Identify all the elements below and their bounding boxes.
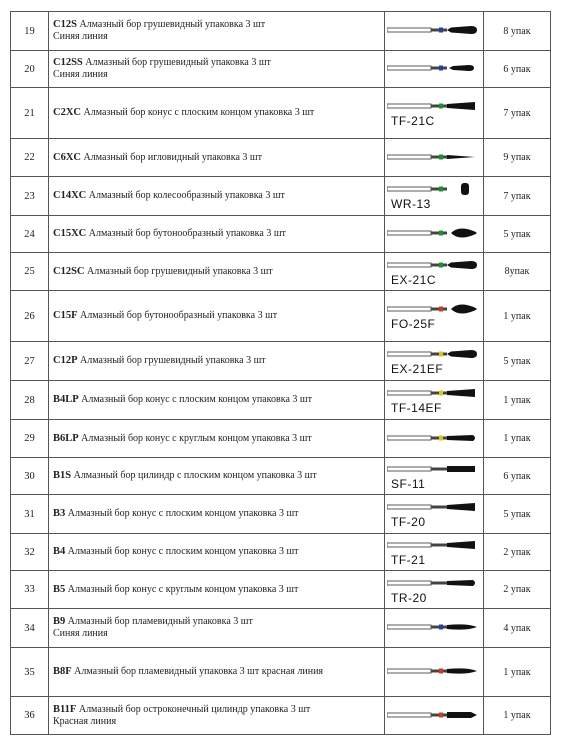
table-row <box>11 139 551 177</box>
dental-bur-icon <box>385 227 481 239</box>
product-name: Алмазный бор конус с плоским концом упаковка 3 шт <box>67 546 299 557</box>
bur-iso-label: TF-21 <box>391 553 426 567</box>
bur-illustration-cell <box>385 253 484 291</box>
product-description <box>49 381 385 420</box>
row-number: 35 <box>11 648 49 697</box>
quantity: 5 упак <box>484 342 551 381</box>
product-description <box>49 139 385 177</box>
product-name: Алмазный бор грушевидный упаковка 3 шт <box>80 355 266 366</box>
product-name: Алмазный бор колесообразный упаковка 3 шт <box>88 190 285 201</box>
products-table <box>10 11 551 735</box>
product-name: Алмазный бор бутонообразный упаковка 3 шт <box>88 228 286 239</box>
quantity: 8 упак <box>484 12 551 51</box>
product-name: Алмазный бор конус с плоским концом упаковка 3 шт <box>81 394 312 405</box>
product-code: C12S <box>53 19 77 30</box>
dental-bur-icon <box>385 463 481 475</box>
product-code: B11F <box>53 703 77 715</box>
product-code: B8F <box>53 666 72 677</box>
dental-bur-icon <box>385 621 481 633</box>
product-name: Алмазный бор конус с плоским концом упаковка 3 шт <box>67 508 299 519</box>
product-name: Алмазный бор конус с плоским концом упаковка 3 шт <box>83 107 315 118</box>
row-number: 24 <box>11 216 49 253</box>
product-line-color: Синяя линия <box>53 69 108 80</box>
row-number: 32 <box>11 534 49 571</box>
table-row <box>11 51 551 88</box>
row-number: 28 <box>11 381 49 420</box>
dental-bur-icon <box>385 62 481 74</box>
dental-bur-icon <box>385 387 481 399</box>
table-row <box>11 495 551 534</box>
dental-bur-icon <box>385 24 481 36</box>
dental-bur-icon <box>385 259 481 271</box>
dental-bur-icon <box>385 432 481 444</box>
product-name: Алмазный бор грушевидный упаковка 3 шт <box>85 57 271 68</box>
bur-iso-label: TR-20 <box>391 590 427 605</box>
product-code: B3 <box>53 508 66 519</box>
product-name: Алмазный бор остроконечный цилиндр упаковка 3 шт <box>78 703 311 715</box>
product-name: Алмазный бор конус с круглым концом упаковка 3 шт <box>67 583 299 595</box>
table-row <box>11 571 551 609</box>
product-description <box>49 216 385 253</box>
dental-bur-icon <box>385 665 481 677</box>
bur-illustration-cell <box>385 571 484 609</box>
row-number: 19 <box>11 12 49 51</box>
product-code: C15F <box>53 310 78 321</box>
product-code: B1S <box>53 470 72 481</box>
table-row <box>11 291 551 342</box>
product-code: C15XC <box>53 228 87 239</box>
product-name: Алмазный бор цилиндр с плоским концом упаковка 3 шт <box>73 470 317 481</box>
dental-bur-icon <box>385 100 481 112</box>
product-description <box>49 420 385 458</box>
bur-illustration-cell <box>385 12 484 51</box>
product-description <box>49 291 385 342</box>
quantity: 5 упак <box>484 495 551 534</box>
product-name: Алмазный бор грушевидный упаковка 3 шт <box>87 265 273 277</box>
product-name: Алмазный бор грушевидный упаковка 3 шт <box>79 19 266 30</box>
quantity: 6 упак <box>484 51 551 88</box>
row-number: 20 <box>11 51 49 88</box>
quantity: 1 упак <box>484 697 551 735</box>
row-number: 27 <box>11 342 49 381</box>
bur-iso-label: EX-21EF <box>391 362 444 376</box>
quantity: 1 упак <box>484 420 551 458</box>
bur-iso-label: TF-14EF <box>391 401 442 415</box>
dental-bur-icon <box>385 303 481 315</box>
table-row <box>11 697 551 735</box>
row-number: 29 <box>11 420 49 458</box>
product-code: C12SS <box>53 57 83 68</box>
row-number: 25 <box>11 253 49 291</box>
product-code: B5 <box>53 583 66 595</box>
quantity: 4 упак <box>484 609 551 648</box>
product-code: C12P <box>53 355 78 366</box>
product-description <box>49 534 385 571</box>
row-number: 21 <box>11 88 49 139</box>
product-name: Алмазный бор пламевидный упаковка 3 шт красная линия <box>74 666 324 677</box>
dental-bur-icon <box>385 709 481 721</box>
quantity: 1 упак <box>484 291 551 342</box>
bur-illustration-cell <box>385 88 484 139</box>
bur-iso-label: SF-11 <box>391 477 426 491</box>
bur-illustration-cell <box>385 697 484 735</box>
row-number: 33 <box>11 571 49 609</box>
bur-illustration-cell <box>385 381 484 420</box>
product-description <box>49 571 385 609</box>
product-name: Алмазный бор пламевидный упаковка 3 шт <box>67 616 253 627</box>
bur-illustration-cell <box>385 177 484 216</box>
product-code: C12SC <box>53 265 85 277</box>
quantity: 1 упак <box>484 648 551 697</box>
product-name: Алмазный бор бутонообразный упаковка 3 шт <box>80 310 278 321</box>
product-description <box>49 88 385 139</box>
table-row <box>11 609 551 648</box>
bur-iso-label: FO-25F <box>391 317 436 331</box>
product-code: C2XC <box>53 107 81 118</box>
bur-illustration-cell <box>385 495 484 534</box>
dental-bur-icon <box>385 577 481 589</box>
bur-illustration-cell <box>385 291 484 342</box>
product-description <box>49 177 385 216</box>
table-row <box>11 342 551 381</box>
product-description <box>49 495 385 534</box>
quantity: 2 упак <box>484 571 551 609</box>
table-row <box>11 458 551 495</box>
product-name: Алмазный бор игловидный упаковка 3 шт <box>83 151 262 163</box>
row-number: 30 <box>11 458 49 495</box>
quantity: 2 упак <box>484 534 551 571</box>
product-description <box>49 697 385 735</box>
product-name: Алмазный бор конус с круглым концом упаковка 3 шт <box>81 432 312 444</box>
bur-illustration-cell <box>385 458 484 495</box>
quantity: 9 упак <box>484 139 551 177</box>
product-code: B4 <box>53 546 66 557</box>
product-code: B9 <box>53 616 66 627</box>
bur-illustration-cell <box>385 420 484 458</box>
product-description <box>49 648 385 697</box>
row-number: 31 <box>11 495 49 534</box>
bur-iso-label: TF-21C <box>391 114 435 128</box>
product-code: C6XC <box>53 151 81 163</box>
quantity: 7 упак <box>484 88 551 139</box>
product-code: B4LP <box>53 394 79 405</box>
product-description <box>49 458 385 495</box>
table-row <box>11 420 551 458</box>
bur-iso-label: WR-13 <box>391 197 431 211</box>
quantity: 5 упак <box>484 216 551 253</box>
bur-illustration-cell <box>385 609 484 648</box>
dental-bur-icon <box>385 539 481 551</box>
bur-illustration-cell <box>385 534 484 571</box>
table-row <box>11 534 551 571</box>
table-row <box>11 381 551 420</box>
product-description <box>49 609 385 648</box>
bur-illustration-cell <box>385 648 484 697</box>
product-description <box>49 253 385 291</box>
product-description <box>49 51 385 88</box>
product-code: C14XC <box>53 190 87 201</box>
row-number: 22 <box>11 139 49 177</box>
bur-illustration-cell <box>385 51 484 88</box>
product-line-color: Синяя линия <box>53 628 108 639</box>
table-row <box>11 648 551 697</box>
product-description <box>49 12 385 51</box>
bur-illustration-cell <box>385 139 484 177</box>
product-line-color: Синяя линия <box>53 31 108 42</box>
table-row <box>11 177 551 216</box>
row-number: 26 <box>11 291 49 342</box>
row-number: 23 <box>11 177 49 216</box>
quantity: 6 упак <box>484 458 551 495</box>
bur-illustration-cell <box>385 342 484 381</box>
table-row <box>11 253 551 291</box>
dental-bur-icon <box>385 501 481 513</box>
bur-iso-label: EX-21C <box>391 272 437 287</box>
bur-iso-label: TF-20 <box>391 515 426 529</box>
dental-bur-icon <box>385 348 481 360</box>
product-line-color: Красная линия <box>53 715 117 727</box>
table-row <box>11 216 551 253</box>
row-number: 34 <box>11 609 49 648</box>
quantity: 1 упак <box>484 381 551 420</box>
table-row <box>11 88 551 139</box>
quantity: 8упак <box>484 253 551 291</box>
quantity: 7 упак <box>484 177 551 216</box>
row-number: 36 <box>11 697 49 735</box>
bur-illustration-cell <box>385 216 484 253</box>
product-description <box>49 342 385 381</box>
dental-bur-icon <box>385 183 481 195</box>
table-row <box>11 12 551 51</box>
product-code: B6LP <box>53 432 79 444</box>
dental-bur-icon <box>385 151 481 163</box>
